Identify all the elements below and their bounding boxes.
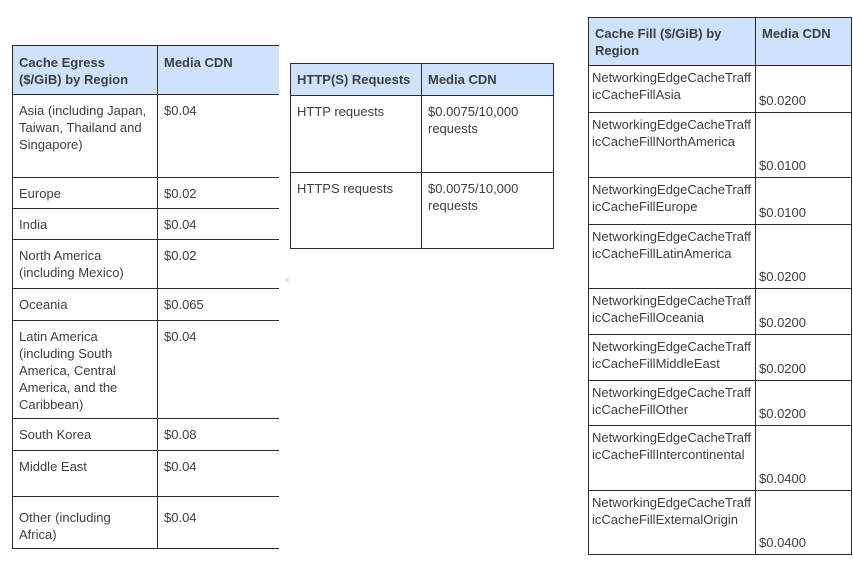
table-row — [589, 289, 852, 335]
table-row — [13, 240, 280, 289]
table-row — [13, 321, 280, 419]
table-row — [13, 497, 280, 549]
table-row — [13, 289, 280, 321]
region-cell: Other (including Africa) — [13, 497, 158, 549]
table-row — [589, 381, 852, 426]
price-cell: $0.0200 — [756, 289, 852, 335]
sku-cell: NetworkingEdgeCacheTrafficCacheFillEurope — [589, 178, 756, 225]
sku-cell: NetworkingEdgeCacheTrafficCacheFillLatinAmerica — [589, 225, 756, 289]
price-cell: $0.065 — [158, 289, 280, 321]
price-cell: $0.0200 — [756, 381, 852, 426]
sku-cell: NetworkingEdgeCacheTrafficCacheFillExternalOrigin — [589, 491, 756, 555]
table-row — [13, 95, 280, 178]
region-cell: South Korea — [13, 419, 158, 451]
http-requests-table — [290, 63, 554, 249]
table-row — [589, 178, 852, 225]
price-cell: $0.04 — [158, 321, 280, 419]
price-cell: $0.0100 — [756, 113, 852, 178]
cache-fill-table — [588, 17, 852, 555]
region-cell: Asia (including Japan, Taiwan, Thailand and Singapore) — [13, 95, 158, 178]
price-cell: $0.04 — [158, 95, 280, 178]
price-cell: $0.04 — [158, 497, 280, 549]
header-cell: HTTP(S) Requests — [291, 64, 422, 96]
request-type-cell: HTTP requests — [291, 96, 422, 173]
price-cell: $0.08 — [158, 419, 280, 451]
table-header-row — [291, 64, 554, 96]
region-cell: India — [13, 209, 158, 240]
region-cell: North America (including Mexico) — [13, 240, 158, 289]
price-cell: $0.0400 — [756, 491, 852, 555]
table-row — [589, 335, 852, 381]
sku-cell: NetworkingEdgeCacheTrafficCacheFillOceania — [589, 289, 756, 335]
table-row — [291, 173, 554, 249]
sku-cell: NetworkingEdgeCacheTrafficCacheFillAsia — [589, 66, 756, 113]
table-row — [589, 113, 852, 178]
request-type-cell: HTTPS requests — [291, 173, 422, 249]
table-row — [13, 451, 280, 497]
table-row — [13, 419, 280, 451]
price-cell: $0.0400 — [756, 426, 852, 491]
region-cell: Oceania — [13, 289, 158, 321]
table-header-row — [589, 18, 852, 66]
table-row — [589, 225, 852, 289]
price-cell: $0.0075/10,000 requests — [422, 96, 554, 173]
region-cell: Europe — [13, 178, 158, 209]
header-cell: Cache Fill ($/GiB) by Region — [589, 18, 756, 66]
price-cell: $0.0100 — [756, 178, 852, 225]
price-cell: $0.02 — [158, 240, 280, 289]
table-row — [589, 66, 852, 113]
sku-cell: NetworkingEdgeCacheTrafficCacheFillMiddleEast — [589, 335, 756, 381]
price-cell: $0.0200 — [756, 66, 852, 113]
table-row — [589, 426, 852, 491]
price-cell: $0.0200 — [756, 335, 852, 381]
price-cell: $0.0200 — [756, 225, 852, 289]
cache-egress-table — [12, 45, 279, 549]
header-cell: Media CDN — [158, 46, 280, 95]
sku-cell: NetworkingEdgeCacheTrafficCacheFillOther — [589, 381, 756, 426]
price-cell: $0.0075/10,000 requests — [422, 173, 554, 249]
table-row — [291, 96, 554, 173]
artifact-mark — [285, 278, 289, 282]
price-cell: $0.04 — [158, 209, 280, 240]
table-row — [589, 491, 852, 555]
region-cell: Latin America (including South America, Central America, and the Caribbean) — [13, 321, 158, 419]
sku-cell: NetworkingEdgeCacheTrafficCacheFillIntercontinental — [589, 426, 756, 491]
header-cell: Cache Egress ($/GiB) by Region — [13, 46, 158, 95]
sku-cell: NetworkingEdgeCacheTrafficCacheFillNorthAmerica — [589, 113, 756, 178]
header-cell: Media CDN — [756, 18, 852, 66]
table-row — [13, 178, 280, 209]
header-cell: Media CDN — [422, 64, 554, 96]
price-cell: $0.04 — [158, 451, 280, 497]
table-header-row — [13, 46, 280, 95]
table-row — [13, 209, 280, 240]
price-cell: $0.02 — [158, 178, 280, 209]
region-cell: Middle East — [13, 451, 158, 497]
